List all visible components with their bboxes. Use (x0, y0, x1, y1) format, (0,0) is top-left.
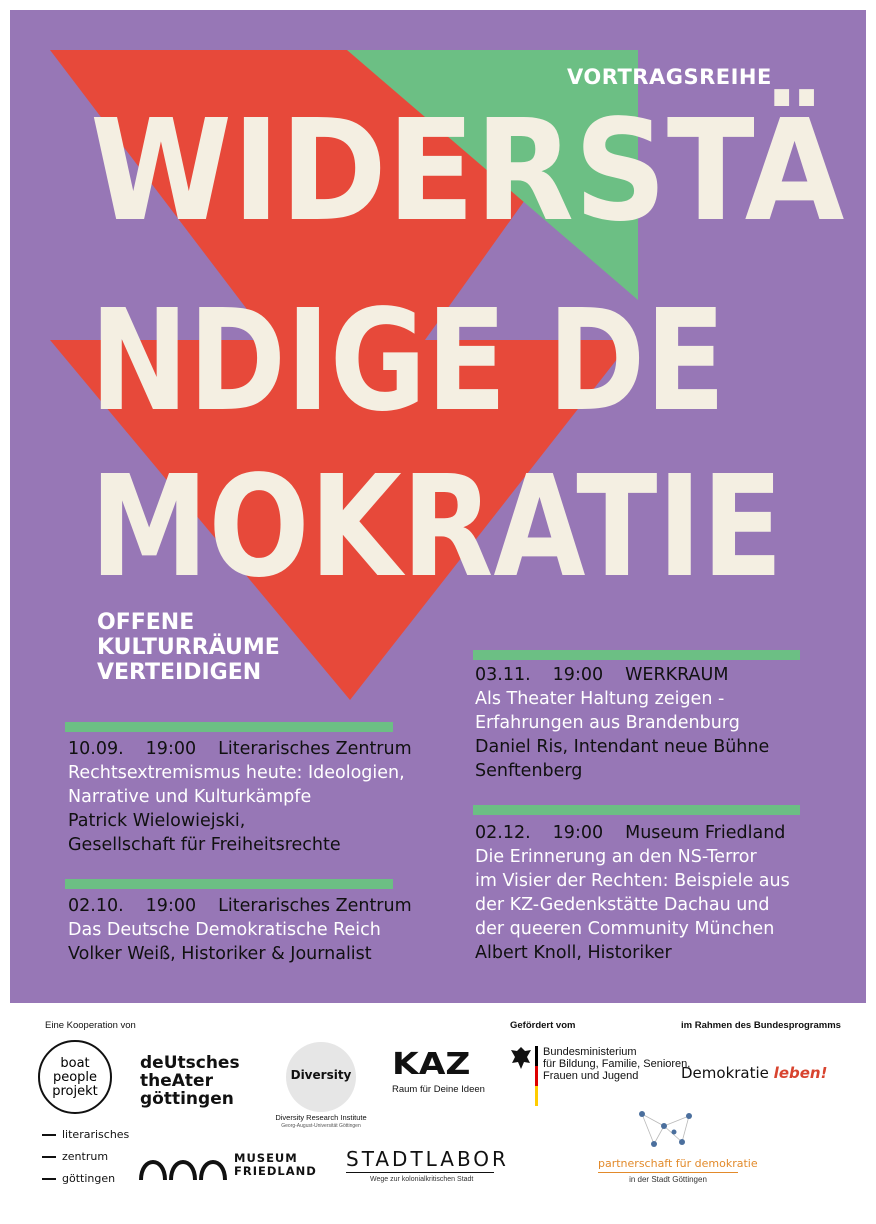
literarisches-zentrum-logo (42, 1124, 129, 1190)
event-venue: Museum Friedland (625, 823, 786, 843)
event-divider (473, 805, 800, 815)
event-meta (475, 821, 807, 845)
event-speaker: Gesellschaft für Freiheitsrechte (68, 835, 341, 855)
event-title: Die Erinnerung an den NS-Terror (475, 847, 757, 867)
logo-text: people (52, 1070, 98, 1085)
event-date: 02.12. (475, 823, 531, 843)
diversity-caption: Diversity Research Institute (275, 1113, 367, 1122)
event-title: Rechtsextremismus heute: Ideologien, (68, 763, 405, 783)
event-divider (65, 879, 393, 889)
rahmen-label: im Rahmen des Bundesprogramms (681, 1020, 841, 1031)
title-line-1: WIDERSTÄ (90, 90, 845, 253)
partnerschaft-text: partnerschaft für demokratie (598, 1157, 758, 1170)
gefoerdert-label: Gefördert vom (510, 1020, 576, 1031)
title-line-2: NDIGE DE (90, 280, 726, 443)
logo-text: für Bildung, Familie, Senioren, (543, 1058, 691, 1070)
logo-text: Frauen und Jugend (543, 1070, 639, 1082)
event-title: der KZ-Gedenkstätte Dachau und (475, 895, 770, 915)
diversity-logo (286, 1042, 356, 1112)
demokratie-leben-logo (681, 1064, 827, 1082)
museum-friedland-text (234, 1152, 317, 1178)
event-title: der queeren Community München (475, 919, 775, 939)
event-title: Als Theater Haltung zeigen - (475, 689, 725, 709)
event-venue: Literarisches Zentrum (218, 739, 412, 759)
subtitle-line-3: VERTEIDIGEN (97, 660, 262, 685)
logo-text: MUSEUM (234, 1151, 298, 1165)
event-speaker: Daniel Ris, Intendant neue Bühne (475, 737, 770, 757)
event-speaker: Patrick Wielowiejski, (68, 811, 246, 831)
logo-text: Diversity (290, 1068, 352, 1082)
boat-people-projekt-logo (38, 1040, 112, 1114)
kooperation-label: Eine Kooperation von (45, 1020, 136, 1031)
stadtlabor-rule (346, 1172, 494, 1173)
logo-text: göttingen (140, 1089, 234, 1109)
stadtlabor-subline: Wege zur kolonialkritischen Stadt (370, 1176, 474, 1183)
event-venue: WERKRAUM (625, 665, 729, 685)
event-divider (473, 650, 800, 660)
event-title: Erfahrungen aus Brandenburg (475, 713, 740, 733)
logo-text: projekt (52, 1084, 98, 1099)
title-line-3: MOKRATIE (90, 446, 784, 609)
logo-text: deUtsches (140, 1053, 240, 1073)
event-1 (68, 737, 434, 857)
event-2 (68, 894, 434, 966)
event-speaker: Albert Knoll, Historiker (475, 943, 672, 963)
logo-text: FRIEDLAND (234, 1164, 317, 1178)
event-meta (68, 737, 434, 761)
partnerschaft-rule (598, 1172, 738, 1173)
event-4 (475, 821, 807, 965)
logo-text: theAter (140, 1071, 213, 1091)
subtitle-line-2: KULTURRÄUME (97, 635, 280, 660)
partnerschaft-network-icon (634, 1108, 704, 1156)
event-speaker: Senftenberg (475, 761, 583, 781)
event-meta (475, 663, 769, 687)
diversity-subcaption: Georg-August-Universität Göttingen (281, 1123, 361, 1129)
deutsches-theater-logo (140, 1054, 240, 1108)
event-date: 10.09. (68, 739, 124, 759)
event-time: 19:00 (145, 739, 197, 759)
logo-text: zentrum (62, 1150, 109, 1163)
stadtlabor-logo: STADTLABOR (346, 1147, 509, 1171)
museum-friedland-icon (137, 1150, 229, 1186)
event-time: 19:00 (145, 896, 197, 916)
logo-text: Demokratie (681, 1064, 769, 1082)
series-label: VORTRAGSREIHE (567, 65, 772, 89)
event-date: 02.10. (68, 896, 124, 916)
event-title: im Visier der Rechten: Beispiele aus (475, 871, 790, 891)
flag-bar (535, 1046, 538, 1106)
kaz-logo: KAZ (392, 1047, 471, 1082)
bundesadler-icon (510, 1045, 532, 1079)
event-date: 03.11. (475, 665, 531, 685)
event-meta (68, 894, 434, 918)
bmfsfj-text (543, 1046, 690, 1082)
event-divider (65, 722, 393, 732)
logo-text: literarisches (62, 1128, 130, 1141)
event-title: Narrative und Kulturkämpfe (68, 787, 312, 807)
event-time: 19:00 (552, 665, 604, 685)
event-title: Das Deutsche Demokratische Reich (68, 920, 381, 940)
event-time: 19:00 (552, 823, 604, 843)
event-speaker: Volker Weiß, Historiker & Journalist (68, 944, 372, 964)
kaz-subline: Raum für Deine Ideen (392, 1084, 485, 1095)
logo-text: göttingen (62, 1172, 116, 1185)
logo-text: Bundesministerium (543, 1046, 637, 1058)
event-3 (475, 663, 769, 783)
subtitle-line-1: OFFENE (97, 610, 195, 635)
partnerschaft-subline: in der Stadt Göttingen (629, 1175, 707, 1184)
event-venue: Literarisches Zentrum (218, 896, 412, 916)
logo-text: leben! (773, 1064, 828, 1082)
poster (10, 10, 866, 1003)
logo-text: boat (60, 1056, 90, 1071)
